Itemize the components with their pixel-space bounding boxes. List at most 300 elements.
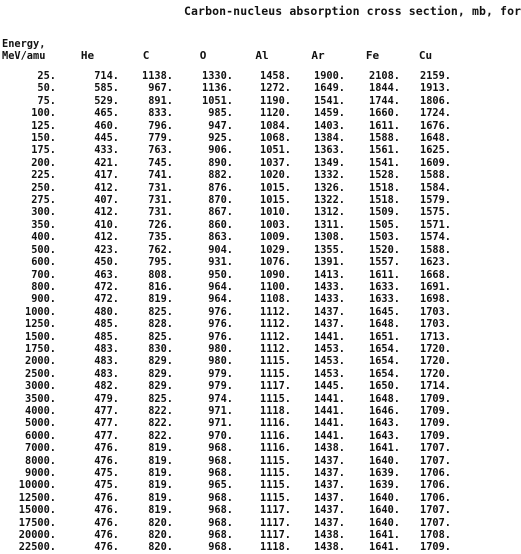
value-cell: 1437. bbox=[314, 305, 345, 318]
value-cell: 463. bbox=[94, 268, 119, 281]
value-cell: 1010. bbox=[260, 206, 291, 219]
value-cell: 825. bbox=[148, 305, 173, 318]
column-header-he: He bbox=[80, 48, 95, 62]
energy-cell: 175. bbox=[31, 144, 56, 157]
value-cell: 1654. bbox=[369, 355, 400, 368]
table-row bbox=[2, 405, 451, 417]
value-cell: 819. bbox=[148, 467, 173, 479]
value-cell: 1844. bbox=[369, 82, 400, 95]
value-cell: 1643. bbox=[369, 429, 400, 442]
value-cell: 1115. bbox=[260, 367, 291, 380]
value-cell: 1639. bbox=[369, 467, 400, 479]
value-cell: 1541. bbox=[314, 94, 345, 107]
value-cell: 1441. bbox=[314, 330, 345, 343]
energy-cell: 17500. bbox=[18, 516, 56, 529]
value-cell: 476. bbox=[94, 454, 119, 467]
value-cell: 476. bbox=[94, 541, 119, 554]
value-cell: 819. bbox=[148, 479, 173, 492]
value-cell: 1643. bbox=[369, 417, 400, 430]
value-cell: 1115. bbox=[260, 467, 291, 479]
value-cell: 1190. bbox=[260, 94, 291, 107]
value-cell: 1561. bbox=[369, 144, 400, 157]
value-cell: 735. bbox=[148, 231, 173, 244]
value-cell: 931. bbox=[208, 256, 233, 269]
value-cell: 1112. bbox=[260, 318, 291, 331]
value-cell: 796. bbox=[148, 119, 173, 132]
value-cell: 1020. bbox=[260, 169, 291, 182]
table-row bbox=[2, 194, 451, 206]
value-cell: 460. bbox=[94, 119, 119, 132]
value-cell: 476. bbox=[94, 516, 119, 529]
value-cell: 479. bbox=[94, 392, 119, 405]
table-row bbox=[2, 256, 451, 268]
value-cell: 410. bbox=[94, 218, 119, 231]
value-cell: 1438. bbox=[314, 529, 345, 542]
value-cell: 1625. bbox=[420, 144, 451, 157]
value-cell: 1326. bbox=[314, 181, 345, 194]
value-cell: 819. bbox=[148, 491, 173, 504]
value-cell: 1900. bbox=[314, 70, 345, 82]
value-cell: 731. bbox=[148, 206, 173, 219]
column-header-c: C bbox=[142, 48, 150, 62]
value-cell: 1458. bbox=[260, 70, 291, 82]
value-cell: 1116. bbox=[260, 429, 291, 442]
energy-cell: 150. bbox=[31, 132, 56, 145]
value-cell: 1115. bbox=[260, 454, 291, 467]
table-row bbox=[2, 529, 451, 541]
value-cell: 1437. bbox=[314, 467, 345, 479]
value-cell: 1641. bbox=[369, 541, 400, 554]
value-cell: 825. bbox=[148, 330, 173, 343]
value-cell: 1322. bbox=[314, 194, 345, 207]
value-cell: 1806. bbox=[420, 94, 451, 107]
value-cell: 1403. bbox=[314, 119, 345, 132]
value-cell: 476. bbox=[94, 504, 119, 517]
value-cell: 925. bbox=[208, 132, 233, 145]
value-cell: 1051. bbox=[202, 94, 233, 107]
value-cell: 1633. bbox=[369, 280, 400, 293]
value-cell: 1720. bbox=[420, 342, 451, 355]
table-row bbox=[2, 355, 451, 367]
value-cell: 971. bbox=[208, 404, 233, 417]
value-cell: 1453. bbox=[314, 342, 345, 355]
value-cell: 1724. bbox=[420, 107, 451, 120]
energy-cell: 400. bbox=[31, 231, 56, 244]
value-cell: 482. bbox=[94, 380, 119, 393]
value-cell: 974. bbox=[208, 392, 233, 405]
value-cell: 483. bbox=[94, 342, 119, 355]
table-row bbox=[2, 306, 451, 318]
value-cell: 968. bbox=[208, 454, 233, 467]
value-cell: 1640. bbox=[369, 491, 400, 504]
value-cell: 1445. bbox=[314, 380, 345, 393]
value-cell: 2108. bbox=[369, 70, 400, 82]
table-row bbox=[2, 132, 451, 144]
value-cell: 830. bbox=[148, 342, 173, 355]
value-cell: 1312. bbox=[314, 206, 345, 219]
value-cell: 1518. bbox=[369, 181, 400, 194]
value-cell: 1691. bbox=[420, 280, 451, 293]
table-row bbox=[2, 368, 451, 380]
value-cell: 819. bbox=[148, 442, 173, 455]
energy-cell: 9000. bbox=[25, 467, 56, 479]
table-row bbox=[2, 479, 451, 491]
value-cell: 863. bbox=[208, 231, 233, 244]
value-cell: 407. bbox=[94, 194, 119, 207]
value-cell: 763. bbox=[148, 144, 173, 157]
table-row bbox=[2, 70, 451, 82]
value-cell: 816. bbox=[148, 280, 173, 293]
value-cell: 976. bbox=[208, 330, 233, 343]
energy-cell: 2500. bbox=[25, 367, 56, 380]
value-cell: 1272. bbox=[260, 82, 291, 95]
value-cell: 906. bbox=[208, 144, 233, 157]
energy-cell: 5000. bbox=[25, 417, 56, 430]
value-cell: 1117. bbox=[260, 380, 291, 393]
energy-cell: 700. bbox=[31, 268, 56, 281]
value-cell: 1528. bbox=[369, 169, 400, 182]
value-cell: 1668. bbox=[420, 268, 451, 281]
value-cell: 795. bbox=[148, 256, 173, 269]
value-cell: 1363. bbox=[314, 144, 345, 157]
energy-cell: 22500. bbox=[18, 541, 56, 554]
value-cell: 820. bbox=[148, 529, 173, 542]
value-cell: 1120. bbox=[260, 107, 291, 120]
value-cell: 1708. bbox=[420, 529, 451, 542]
energy-cell: 1500. bbox=[25, 330, 56, 343]
value-cell: 822. bbox=[148, 429, 173, 442]
value-cell: 1003. bbox=[260, 218, 291, 231]
value-cell: 1648. bbox=[369, 392, 400, 405]
value-cell: 1713. bbox=[420, 330, 451, 343]
energy-cell: 100. bbox=[31, 107, 56, 120]
value-cell: 1441. bbox=[314, 392, 345, 405]
energy-cell: 500. bbox=[31, 243, 56, 256]
value-cell: 1330. bbox=[202, 70, 233, 82]
energy-cell: 1250. bbox=[25, 318, 56, 331]
value-cell: 1611. bbox=[369, 268, 400, 281]
value-cell: 1703. bbox=[420, 318, 451, 331]
value-cell: 1112. bbox=[260, 305, 291, 318]
value-cell: 1744. bbox=[369, 94, 400, 107]
value-cell: 1557. bbox=[369, 256, 400, 269]
energy-cell: 250. bbox=[31, 181, 56, 194]
value-cell: 1913. bbox=[420, 82, 451, 95]
value-cell: 1518. bbox=[369, 194, 400, 207]
value-cell: 1584. bbox=[420, 181, 451, 194]
value-cell: 1588. bbox=[369, 132, 400, 145]
table-row bbox=[2, 442, 451, 454]
table-row bbox=[2, 244, 451, 256]
value-cell: 1654. bbox=[369, 367, 400, 380]
energy-cell: 350. bbox=[31, 218, 56, 231]
value-cell: 465. bbox=[94, 107, 119, 120]
value-cell: 1100. bbox=[260, 280, 291, 293]
value-cell: 1640. bbox=[369, 454, 400, 467]
table-row bbox=[2, 492, 451, 504]
table-row bbox=[2, 393, 451, 405]
table-row bbox=[2, 120, 451, 132]
energy-cell: 125. bbox=[31, 119, 56, 132]
value-cell: 714. bbox=[94, 70, 119, 82]
value-cell: 980. bbox=[208, 355, 233, 368]
energy-cell: 900. bbox=[31, 293, 56, 306]
energy-cell: 8000. bbox=[25, 454, 56, 467]
value-cell: 476. bbox=[94, 491, 119, 504]
value-cell: 1709. bbox=[420, 392, 451, 405]
value-cell: 904. bbox=[208, 243, 233, 256]
value-cell: 1051. bbox=[260, 144, 291, 157]
value-cell: 1709. bbox=[420, 417, 451, 430]
table-body bbox=[2, 70, 451, 554]
energy-header-unit: MeV/amu bbox=[2, 50, 46, 62]
value-cell: 1709. bbox=[420, 404, 451, 417]
table-header-row bbox=[2, 38, 451, 70]
value-cell: 1117. bbox=[260, 504, 291, 517]
value-cell: 585. bbox=[94, 82, 119, 95]
value-cell: 1520. bbox=[369, 243, 400, 256]
value-cell: 731. bbox=[148, 181, 173, 194]
value-cell: 964. bbox=[208, 293, 233, 306]
value-cell: 1709. bbox=[420, 429, 451, 442]
energy-cell: 20000. bbox=[18, 529, 56, 542]
table-row bbox=[2, 293, 451, 305]
value-cell: 450. bbox=[94, 256, 119, 269]
value-cell: 820. bbox=[148, 516, 173, 529]
value-cell: 1136. bbox=[202, 82, 233, 95]
value-cell: 1650. bbox=[369, 380, 400, 393]
table-row bbox=[2, 219, 451, 231]
value-cell: 1112. bbox=[260, 342, 291, 355]
value-cell: 1649. bbox=[314, 82, 345, 95]
energy-cell: 10000. bbox=[18, 479, 56, 492]
value-cell: 1115. bbox=[260, 491, 291, 504]
table-row bbox=[2, 467, 451, 479]
value-cell: 1116. bbox=[260, 417, 291, 430]
value-cell: 472. bbox=[94, 293, 119, 306]
column-header-o: O bbox=[199, 48, 207, 62]
value-cell: 1676. bbox=[420, 119, 451, 132]
table-row bbox=[2, 541, 451, 553]
value-cell: 1009. bbox=[260, 231, 291, 244]
value-cell: 1714. bbox=[420, 380, 451, 393]
value-cell: 1639. bbox=[369, 479, 400, 492]
table-row bbox=[2, 318, 451, 330]
value-cell: 1441. bbox=[314, 404, 345, 417]
value-cell: 968. bbox=[208, 467, 233, 479]
value-cell: 1453. bbox=[314, 355, 345, 368]
value-cell: 1641. bbox=[369, 442, 400, 455]
value-cell: 1413. bbox=[314, 268, 345, 281]
value-cell: 445. bbox=[94, 132, 119, 145]
value-cell: 1459. bbox=[314, 107, 345, 120]
value-cell: 1640. bbox=[369, 504, 400, 517]
value-cell: 1115. bbox=[260, 479, 291, 492]
value-cell: 2159. bbox=[420, 70, 451, 82]
value-cell: 979. bbox=[208, 380, 233, 393]
value-cell: 1108. bbox=[260, 293, 291, 306]
value-cell: 483. bbox=[94, 355, 119, 368]
value-cell: 1588. bbox=[420, 169, 451, 182]
value-cell: 808. bbox=[148, 268, 173, 281]
table-row bbox=[2, 455, 451, 467]
value-cell: 475. bbox=[94, 467, 119, 479]
value-cell: 820. bbox=[148, 541, 173, 554]
value-cell: 485. bbox=[94, 318, 119, 331]
value-cell: 965. bbox=[208, 479, 233, 492]
value-cell: 1391. bbox=[314, 256, 345, 269]
value-cell: 1437. bbox=[314, 479, 345, 492]
value-cell: 891. bbox=[148, 94, 173, 107]
value-cell: 968. bbox=[208, 442, 233, 455]
cross-section-table bbox=[2, 38, 451, 554]
value-cell: 968. bbox=[208, 491, 233, 504]
value-cell: 829. bbox=[148, 380, 173, 393]
energy-cell: 3000. bbox=[25, 380, 56, 393]
value-cell: 1646. bbox=[369, 404, 400, 417]
value-cell: 1384. bbox=[314, 132, 345, 145]
energy-cell: 12500. bbox=[18, 491, 56, 504]
value-cell: 1438. bbox=[314, 541, 345, 554]
value-cell: 1703. bbox=[420, 305, 451, 318]
energy-cell: 1750. bbox=[25, 342, 56, 355]
value-cell: 1503. bbox=[369, 231, 400, 244]
value-cell: 1115. bbox=[260, 355, 291, 368]
value-cell: 1118. bbox=[260, 541, 291, 554]
value-cell: 971. bbox=[208, 417, 233, 430]
table-row bbox=[2, 430, 451, 442]
value-cell: 1118. bbox=[260, 404, 291, 417]
value-cell: 485. bbox=[94, 330, 119, 343]
table-row bbox=[2, 417, 451, 429]
value-cell: 1117. bbox=[260, 516, 291, 529]
value-cell: 822. bbox=[148, 404, 173, 417]
column-header-al: Al bbox=[255, 48, 269, 62]
value-cell: 762. bbox=[148, 243, 173, 256]
value-cell: 1015. bbox=[260, 194, 291, 207]
value-cell: 1117. bbox=[260, 529, 291, 542]
value-cell: 968. bbox=[208, 504, 233, 517]
value-cell: 1433. bbox=[314, 293, 345, 306]
value-cell: 1355. bbox=[314, 243, 345, 256]
value-cell: 829. bbox=[148, 367, 173, 380]
value-cell: 964. bbox=[208, 280, 233, 293]
value-cell: 1437. bbox=[314, 454, 345, 467]
value-cell: 1574. bbox=[420, 231, 451, 244]
value-cell: 1541. bbox=[369, 156, 400, 169]
value-cell: 822. bbox=[148, 417, 173, 430]
value-cell: 1308. bbox=[314, 231, 345, 244]
value-cell: 1706. bbox=[420, 479, 451, 492]
value-cell: 882. bbox=[208, 169, 233, 182]
table-row bbox=[2, 169, 451, 181]
value-cell: 1707. bbox=[420, 442, 451, 455]
value-cell: 472. bbox=[94, 280, 119, 293]
value-cell: 1575. bbox=[420, 206, 451, 219]
value-cell: 1641. bbox=[369, 529, 400, 542]
value-cell: 968. bbox=[208, 541, 233, 554]
table-row bbox=[2, 331, 451, 343]
value-cell: 1437. bbox=[314, 491, 345, 504]
value-cell: 833. bbox=[148, 107, 173, 120]
value-cell: 947. bbox=[208, 119, 233, 132]
column-header-cu: Cu bbox=[418, 48, 433, 62]
value-cell: 1090. bbox=[260, 268, 291, 281]
value-cell: 829. bbox=[148, 355, 173, 368]
value-cell: 1654. bbox=[369, 342, 400, 355]
value-cell: 968. bbox=[208, 516, 233, 529]
value-cell: 1509. bbox=[369, 206, 400, 219]
table-row bbox=[2, 504, 451, 516]
table-row bbox=[2, 157, 451, 169]
energy-cell: 300. bbox=[31, 206, 56, 219]
energy-cell: 3500. bbox=[25, 392, 56, 405]
value-cell: 731. bbox=[148, 194, 173, 207]
value-cell: 412. bbox=[94, 181, 119, 194]
energy-cell: 600. bbox=[31, 256, 56, 269]
energy-header-label: Energy, bbox=[2, 38, 46, 50]
value-cell: 1579. bbox=[420, 194, 451, 207]
value-cell: 976. bbox=[208, 318, 233, 331]
value-cell: 985. bbox=[208, 107, 233, 120]
table-row bbox=[2, 517, 451, 529]
value-cell: 480. bbox=[94, 305, 119, 318]
value-cell: 1609. bbox=[420, 156, 451, 169]
value-cell: 870. bbox=[208, 194, 233, 207]
value-cell: 1015. bbox=[260, 181, 291, 194]
table-row bbox=[2, 206, 451, 218]
value-cell: 860. bbox=[208, 218, 233, 231]
value-cell: 417. bbox=[94, 169, 119, 182]
column-header-ar: Ar bbox=[311, 48, 325, 62]
table-row bbox=[2, 107, 451, 119]
value-cell: 477. bbox=[94, 417, 119, 430]
energy-cell: 75. bbox=[37, 94, 56, 107]
table-row bbox=[2, 95, 451, 107]
value-cell: 1311. bbox=[314, 218, 345, 231]
table-row bbox=[2, 82, 451, 94]
energy-cell: 225. bbox=[31, 169, 56, 182]
value-cell: 1076. bbox=[260, 256, 291, 269]
value-cell: 828. bbox=[148, 318, 173, 331]
value-cell: 1660. bbox=[369, 107, 400, 120]
energy-cell: 25. bbox=[37, 70, 56, 82]
value-cell: 819. bbox=[148, 504, 173, 517]
energy-column-header bbox=[2, 38, 56, 70]
value-cell: 476. bbox=[94, 529, 119, 542]
value-cell: 1720. bbox=[420, 367, 451, 380]
column-header-fe: Fe bbox=[365, 48, 380, 62]
value-cell: 529. bbox=[94, 94, 119, 107]
value-cell: 1698. bbox=[420, 293, 451, 306]
value-cell: 1707. bbox=[420, 504, 451, 517]
table-title: Carbon-nucleus absorption cross section, mb, for bbox=[184, 4, 521, 18]
energy-cell: 50. bbox=[37, 82, 56, 95]
value-cell: 1441. bbox=[314, 429, 345, 442]
table-row bbox=[2, 380, 451, 392]
table-row bbox=[2, 182, 451, 194]
value-cell: 1068. bbox=[260, 132, 291, 145]
energy-cell: 200. bbox=[31, 156, 56, 169]
value-cell: 825. bbox=[148, 392, 173, 405]
value-cell: 1640. bbox=[369, 516, 400, 529]
value-cell: 979. bbox=[208, 367, 233, 380]
value-cell: 483. bbox=[94, 367, 119, 380]
energy-cell: 15000. bbox=[18, 504, 56, 517]
value-cell: 1438. bbox=[314, 442, 345, 455]
value-cell: 1706. bbox=[420, 467, 451, 479]
value-cell: 412. bbox=[94, 231, 119, 244]
